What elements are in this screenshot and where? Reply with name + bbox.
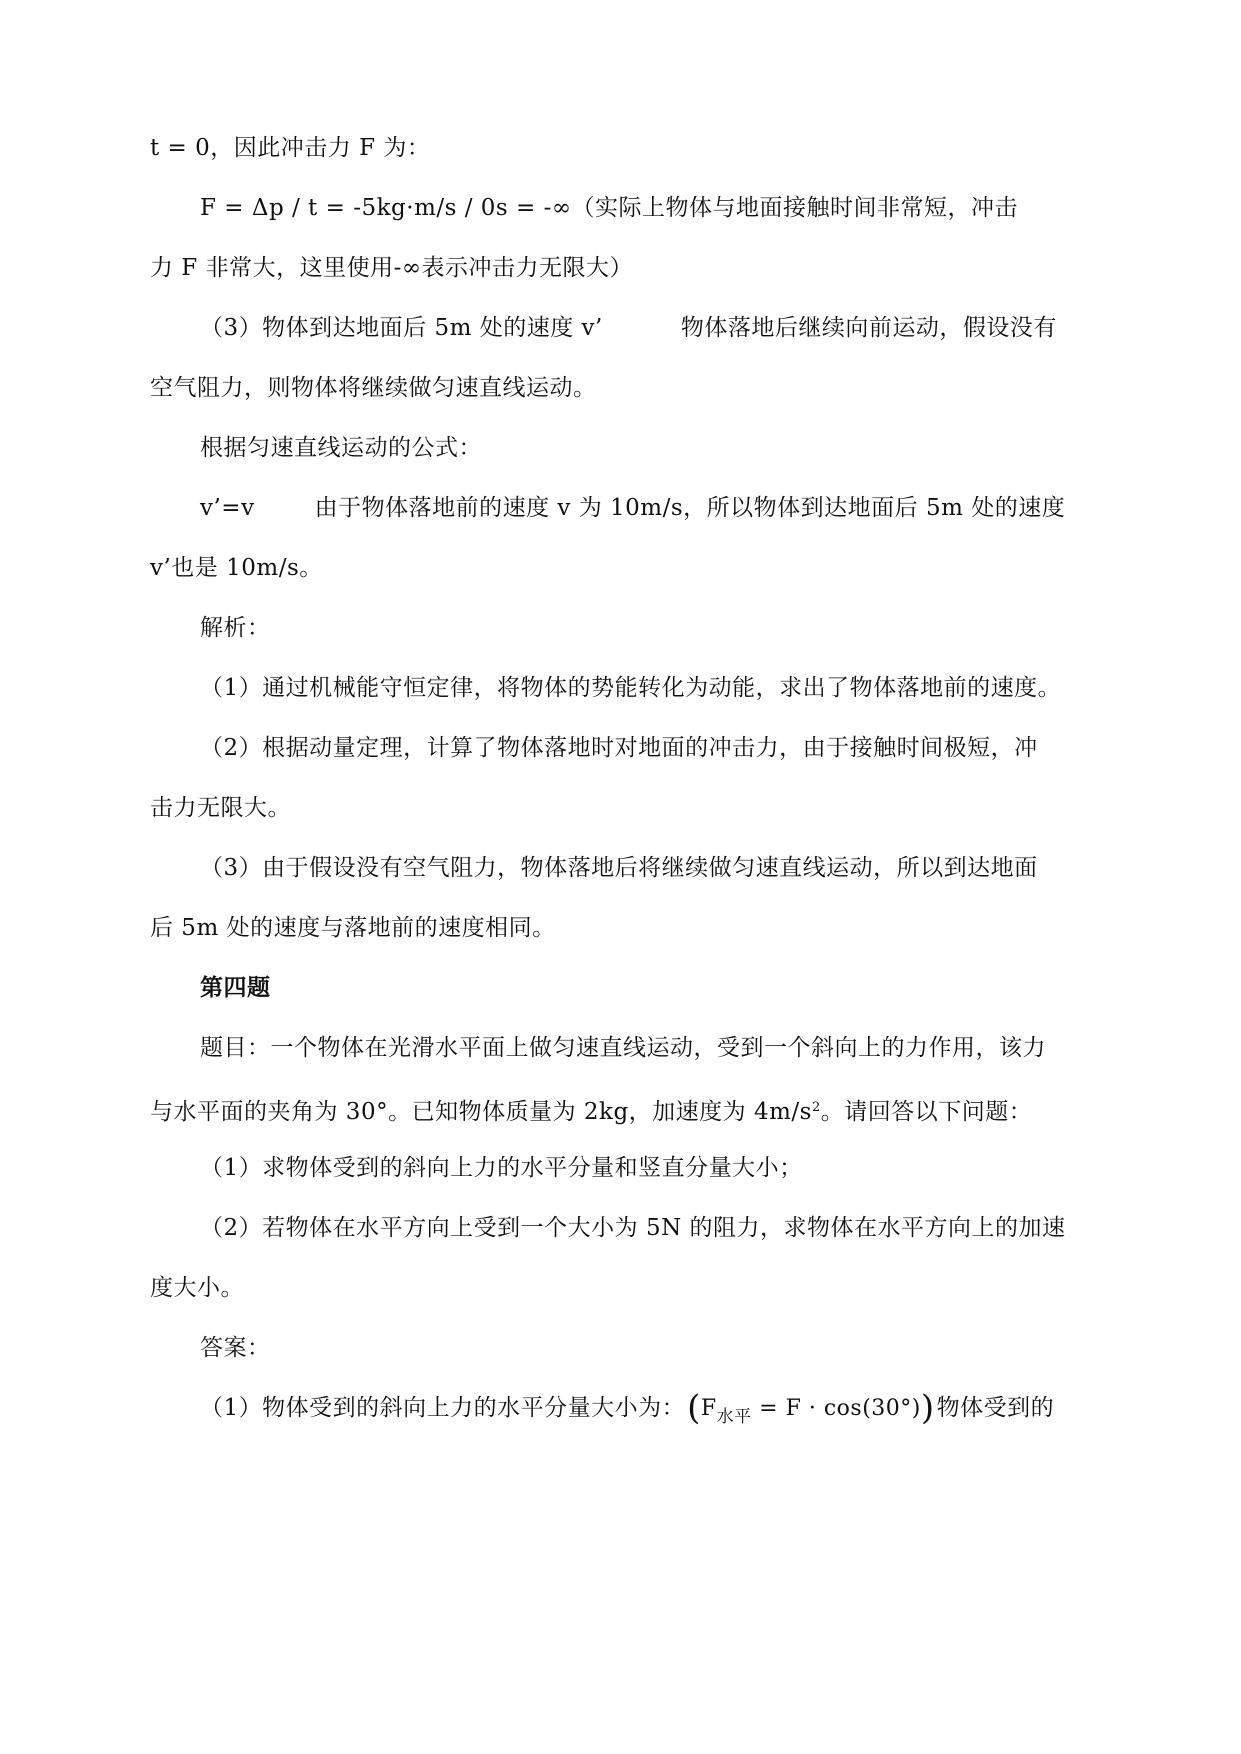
text-line-4-part-a: （3）物体到达地面后 5m 处的速度 v’ <box>200 315 603 341</box>
answer-item-1-part-a: （1）物体受到的斜向上力的水平分量大小为： <box>200 1395 686 1421</box>
text-line-1: t = 0，因此冲击力 F 为： <box>150 135 431 161</box>
formula-v-prime: v’=v <box>200 495 255 521</box>
superscript-2: 2 <box>812 1100 821 1115</box>
analysis-label: 解析： <box>200 615 271 641</box>
analysis-item-3-cont: 后 5m 处的速度与落地前的速度相同。 <box>150 915 556 941</box>
analysis-item-2-cont: 击力无限大。 <box>150 795 291 821</box>
analysis-item-2: （2）根据动量定理，计算了物体落地时对地面的冲击力，由于接触时间极短，冲 <box>200 735 1038 761</box>
text-line-5: 空气阻力，则物体将继续做匀速直线运动。 <box>150 375 597 401</box>
answer-item-1 <box>200 1388 1055 1432</box>
answer-item-1-part-b: 物体受到的 <box>936 1395 1055 1421</box>
text-line-6: 根据匀速直线运动的公式： <box>200 435 482 461</box>
horizontal-component-formula <box>685 1388 936 1432</box>
formula-F: F <box>700 1396 717 1421</box>
analysis-item-1: （1）通过机械能守恒定律，将物体的势能转化为动能，求出了物体落地前的速度。 <box>200 675 1062 701</box>
formula-rest: = F · cos(30°) <box>751 1396 921 1421</box>
formula-right-paren: ) <box>920 1388 935 1428</box>
text-line-8: v’也是 10m/s。 <box>150 555 323 581</box>
question-text-2-part-a: 与水平面的夹角为 30°。已知物体质量为 2kg，加速度为 4m/s <box>150 1099 812 1125</box>
question-item-1: （1）求物体受到的斜向上力的水平分量和竖直分量大小； <box>200 1155 803 1181</box>
question-text-1: 题目：一个物体在光滑水平面上做匀速直线运动，受到一个斜向上的力作用，该力 <box>200 1035 1046 1061</box>
analysis-item-3: （3）由于假设没有空气阻力，物体落地后将继续做匀速直线运动，所以到达地面 <box>200 855 1038 881</box>
text-line-3: 力 F 非常大，这里使用-∞表示冲击力无限大） <box>150 255 634 281</box>
section-heading: 第四题 <box>200 975 271 1001</box>
question-text-2 <box>150 1093 1032 1127</box>
formula-line-impulse: F = Δp / t = -5kg·m/s / 0s = -∞（实际上物体与地面接触时间非常短，冲击 <box>200 195 1019 221</box>
answer-label: 答案： <box>200 1335 271 1361</box>
formula-subscript: 水平 <box>716 1407 752 1427</box>
formula-left-paren: ( <box>687 1388 701 1428</box>
question-text-2-part-b: 。请回答以下问题： <box>820 1099 1033 1125</box>
question-item-2-cont: 度大小。 <box>150 1275 244 1301</box>
text-line-4-part-b: 物体落地后继续向前运动，假设没有 <box>680 315 1057 341</box>
text-line-7-part-b: 由于物体落地前的速度 v 为 10m/s，所以物体到达地面后 5m 处的速度 <box>314 495 1066 521</box>
text-line-4 <box>200 313 1057 343</box>
text-line-7 <box>200 493 1065 523</box>
question-item-2: （2）若物体在水平方向上受到一个大小为 5N 的阻力，求物体在水平方向上的加速 <box>200 1215 1066 1241</box>
